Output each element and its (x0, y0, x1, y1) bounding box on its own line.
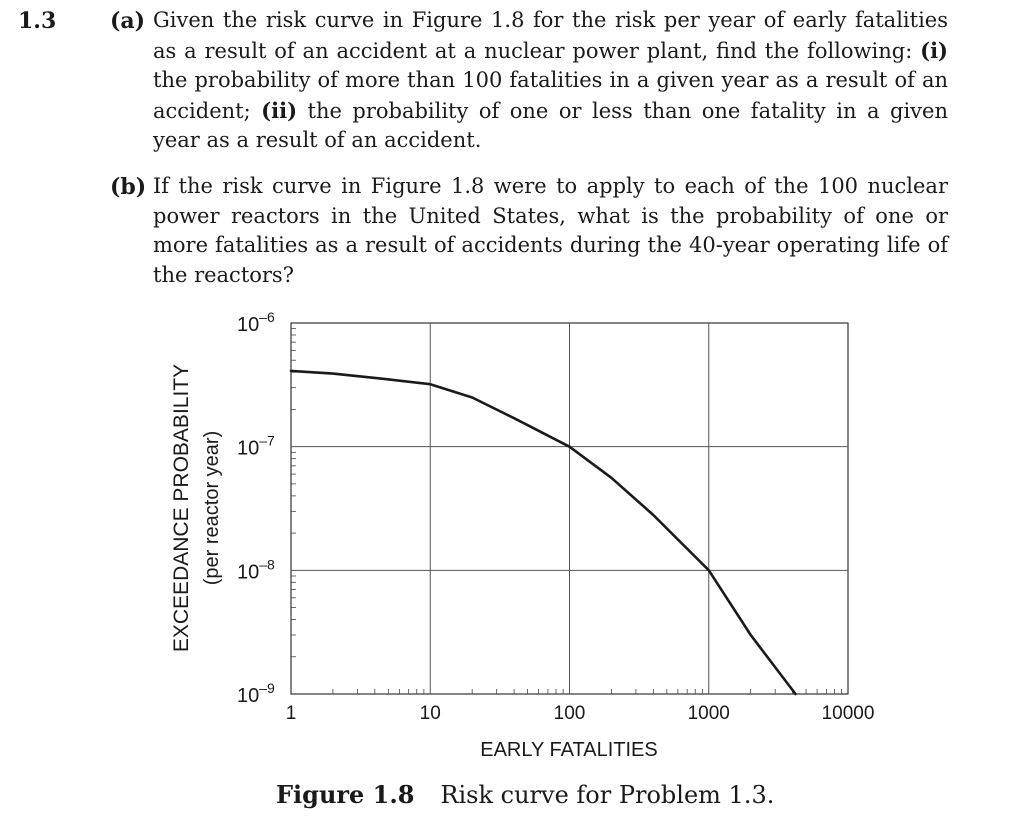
part-a-label: (a) (110, 8, 146, 34)
y-tick-label: $10^{-7}$ (237, 432, 275, 460)
figure-label: Figure 1.8 (276, 780, 415, 809)
y-axis-label: EXCEEDANCE PROBABILITY (170, 363, 193, 653)
x-tick-label: 10 (419, 703, 441, 724)
minor-ticks (291, 329, 842, 694)
y-tick-labels (237, 309, 275, 707)
y-tick-label: $10^{-9}$ (237, 680, 275, 707)
x-tick-label: 1000 (687, 703, 730, 724)
part-a-intro: Given the risk curve in Figure 1.8 for the risk per year of early fatalities as a result of an accident at a nuclear power plant, find the following: (153, 8, 948, 63)
figure-caption (276, 780, 774, 809)
item-i-label: (i) (920, 37, 948, 63)
part-b-label: (b) (110, 174, 147, 200)
item-i-text: the probability of more than 100 fatalities in a given year as a result of an accident; (153, 68, 948, 123)
part-b-text: If the risk curve in Figure 1.8 were to apply to each of the 100 nuclear power reactors in the United States, what is the probability of one or more fatalities as a result of accidents during the 40-year operating life of the reactors? (153, 174, 948, 287)
y-axis-units: (per reactor year) (201, 430, 223, 586)
x-tick-label: 100 (553, 703, 586, 724)
x-tick-label: 10000 (821, 703, 875, 724)
x-tick-labels (286, 703, 875, 724)
item-ii-label: (ii) (261, 97, 297, 123)
risk-curve-line (291, 371, 796, 694)
item-ii-text: the probability of one or less than one fatality in a given year as a result of an accident. (153, 98, 948, 152)
x-tick-label: 1 (285, 703, 297, 724)
y-tick-label: $10^{-6}$ (237, 309, 275, 336)
y-tick-label: $10^{-8}$ (237, 556, 275, 584)
figure-caption-text: Risk curve for Problem 1.3. (440, 781, 775, 809)
problem-number: 1.3 (18, 8, 57, 34)
x-axis-label: EARLY FATALITIES (480, 739, 658, 761)
